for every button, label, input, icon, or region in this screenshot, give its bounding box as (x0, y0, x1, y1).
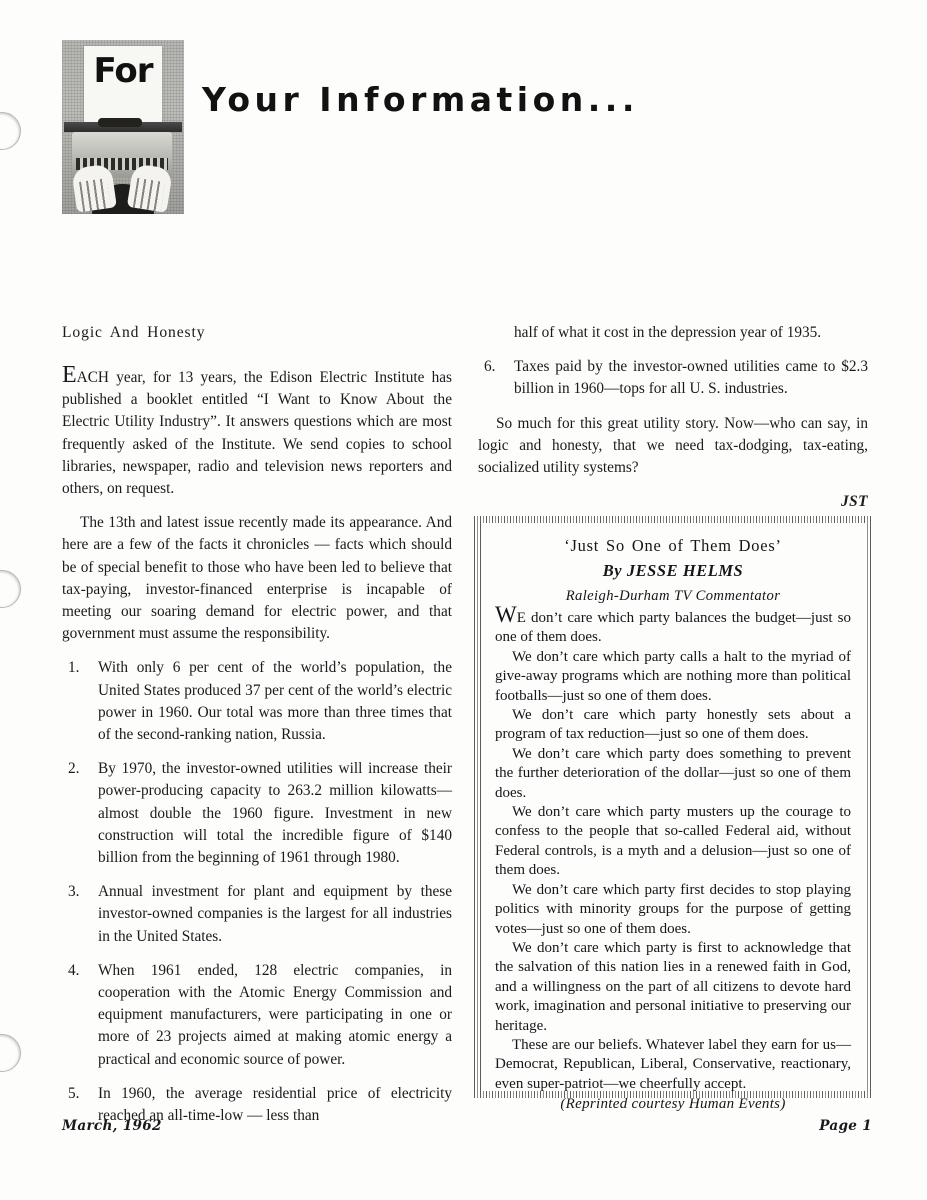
sidebar-paragraph: We don’t care which party musters up the courage to confess to the people that so-called Federal aid, without Federal controls, is a myth and a delusion—just so one of them does. (495, 804, 851, 879)
closing-paragraph: So much for this great utility story. Now—who can say, in logic and honesty, that we need tax-dodging, tax-eating, socialized utility systems? (478, 414, 868, 477)
facts-list-left (62, 657, 452, 1127)
typewriter-photo (62, 40, 184, 214)
sidebar-paragraph: We don’t care which party does something to prevent the further deterioration of the dollar—just so one of them does. (495, 745, 851, 801)
footer-issue-date: March, 1962 (62, 1118, 162, 1134)
page-footer (62, 1118, 872, 1134)
sidebar-article (481, 523, 865, 1113)
punch-hole-middle (0, 570, 21, 608)
left-column (62, 322, 452, 1139)
drop-cap: E (62, 362, 77, 388)
list-item: In 1960, the average residential price of electricity reached an all-time-low — less than (98, 1084, 452, 1125)
sidebar-byline: By JESSE HELMS (602, 561, 744, 580)
sidebar-title: ‘Just So One of Them Does’ (564, 536, 782, 555)
sidebar-paragraph: We don’t care which party honestly sets about a program of tax reduction—just so one of them does. (495, 707, 851, 743)
facts-list-right (478, 356, 868, 400)
list-item: By 1970, the investor-owned utilities will increase their power-producing capacity to 263.2 million kilowatts—almost double the 1960 figure. Investment in new construction will total the incredible figure of $140 billion from the beginning of 1961 through 1980. (98, 760, 452, 867)
footer-page-number: Page 1 (819, 1118, 872, 1134)
lead-paragraph (62, 362, 452, 500)
list-item: Annual investment for plant and equipment by these investor-owned companies is the largest for all industries in the United States. (98, 883, 452, 945)
masthead (62, 40, 862, 220)
masthead-photo-word: For (93, 51, 153, 91)
body-paragraph-2: The 13th and latest issue recently made its appearance. And here are a few of the facts it chronicles — facts which should be of special benefit to those who have been led to believe that tax-paying, investor-financed enterprise is incapable of meeting our soaring demand for electric power, and that government must assume the responsibility. (62, 514, 452, 643)
sidebar-paragraph: We don’t care which party first decides to stop playing politics with minority groups for the purpose of getting votes—just so one of them does. (495, 881, 851, 937)
section-heading: Logic And Honesty (62, 324, 206, 341)
list-item: With only 6 per cent of the world’s population, the United States produced 37 per cent of the world’s electric power in 1960. Our total was more than three times that of the second-ranking nation, Russia. (98, 659, 452, 744)
list-item: Taxes paid by the investor-owned utilities came to $2.3 billion in 1960—tops for all U. S. industries. (514, 358, 868, 398)
punch-hole-top (0, 112, 21, 150)
sidebar-lead-text: E don’t care which party balances the budget—just so one of them does. (495, 610, 851, 646)
sidebar-article-box (474, 516, 872, 1113)
list-item: When 1961 ended, 128 electric companies, in cooperation with the Atomic Energy Commission and equipment manufacturers, were participating in one or more of 23 projects aimed at making atomic energy a practical and economic source of power. (98, 961, 452, 1068)
sidebar-paragraph: We don’t care which party is first to acknowledge that the salvation of this nation lies in a renewed faith in God, and a willingness on the part of all citizens to devote hard work, imagination and personal initiative to preserving our heritage. (495, 939, 851, 1034)
sidebar-credit: Raleigh-Durham TV Commentator (565, 588, 781, 604)
typist-right-hand (127, 163, 173, 213)
sidebar-body (495, 602, 851, 1115)
continued-paragraph: half of what it cost in the depression year of 1935. (514, 324, 822, 341)
page-title: Your Information... (202, 80, 639, 119)
right-column (478, 322, 868, 513)
sidebar-paragraph: These are our beliefs. Whatever label they earn for us—Democrat, Republican, Liberal, Conservative, reactionary, even super-patriot—we cheerfully accept. (495, 1036, 851, 1092)
sidebar-drop-cap: W (495, 602, 517, 627)
punch-hole-bottom (0, 1034, 21, 1072)
lead-paragraph-text: ACH year, for 13 years, the Edison Electric Institute has published a booklet entitled “I Want to Know About the Electric Utility Industry”. It answers questions which are most frequently asked of the Institute. We send copies to school libraries, newspaper, radio and television news reporters and others, on request. (62, 369, 452, 498)
author-initials: JST (841, 493, 868, 511)
sidebar-reprint-note: (Reprinted courtesy Human Events) (560, 1096, 786, 1113)
typewriter-carriage (64, 122, 182, 132)
sidebar-paragraph: We don’t care which party calls a halt to the myriad of give-away programs which are nothing more than political footballs—just so one of them does. (495, 648, 851, 704)
sidebar-lead-paragraph (495, 602, 851, 648)
